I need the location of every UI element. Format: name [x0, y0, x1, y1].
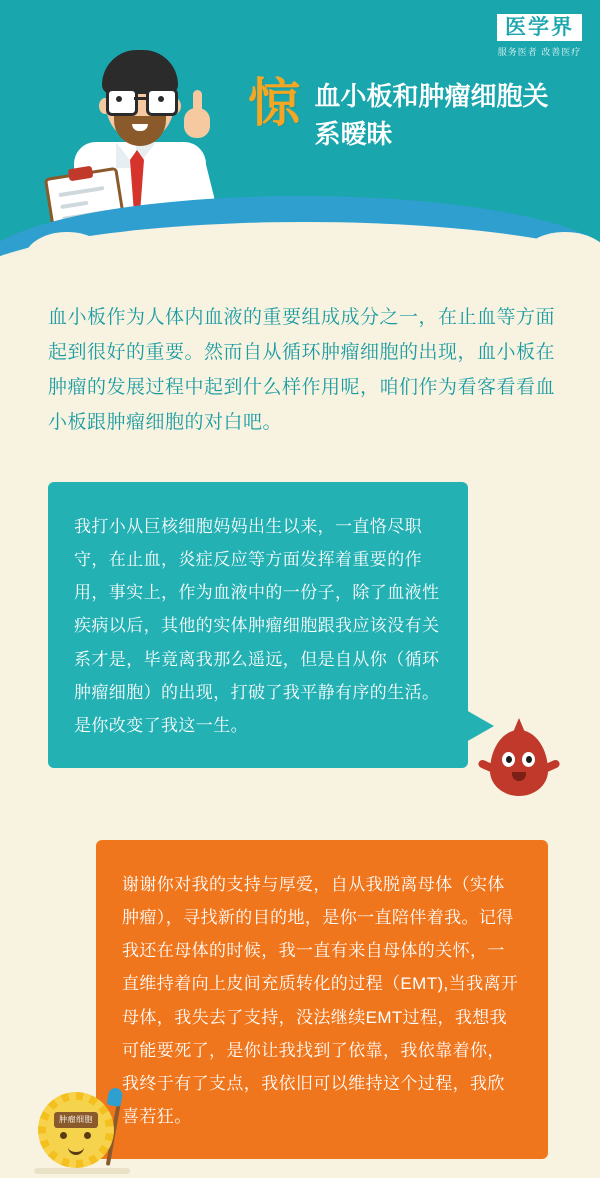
doctor-pointing-finger — [193, 90, 202, 114]
doctor-eye-right — [158, 96, 164, 102]
clipboard-clip — [68, 166, 94, 182]
intro-paragraph: 血小板作为人体内血液的重要组成成分之一，在止血等方面起到很好的重要。然而自从循环肿瘤细胞的出现，血小板在肿瘤的发展过程中起到什么样作用呢，咱们作为看客看看血小板跟肿瘤细胞的对白吧。 — [48, 307, 556, 434]
glasses-bridge — [134, 97, 148, 100]
glasses-lens-left — [106, 88, 138, 116]
speech-bubble-platelet — [48, 482, 468, 768]
blood-drop-pupil — [506, 756, 512, 763]
brand-logo: 医学界 — [497, 14, 582, 41]
doctor-eye-left — [116, 96, 122, 102]
speech-bubble-tumor — [96, 840, 548, 1159]
tumor-cell-badge: 肿瘤细胞 — [54, 1112, 98, 1128]
blood-drop-pupil — [526, 756, 532, 763]
tumor-cell-eye-right — [84, 1132, 91, 1139]
page-title: 血小板和肿瘤细胞关系暧昧 — [314, 81, 549, 149]
glasses-icon — [104, 88, 176, 110]
ground-line — [34, 1168, 130, 1174]
flag-top — [107, 1087, 124, 1107]
tumor-cell-icon — [34, 1088, 130, 1174]
cloud-shape — [440, 246, 518, 292]
wave-divider — [0, 196, 600, 306]
speech-bubble-platelet-text: 我打小从巨核细胞妈妈出生以来，一直恪尽职守，在止血，炎症反应等方面发挥着重要的作用，事实上，作为血液中的一份子，除了血液性疾病以后，其他的实体肿瘤细胞跟我应该没有关系才是，毕竟离我那么遥远，但是自从你（循环肿瘤细胞）的出现，打破了我平静有序的生活。是你改变了我这一生。 — [74, 517, 440, 735]
headline-block — [248, 75, 578, 153]
blood-drop-icon — [484, 718, 554, 804]
brand-tagline: 服务医者 改善医疗 — [497, 47, 582, 58]
cloud-shape — [520, 232, 600, 288]
cloud-shape — [330, 236, 426, 294]
tumor-cell-eye-left — [60, 1132, 67, 1139]
headline-shock-char: 惊 — [248, 75, 301, 133]
glasses-lens-right — [146, 88, 178, 116]
blood-drop-eye-right — [522, 752, 535, 767]
speech-bubble-tumor-text: 谢谢你对我的支持与厚爱，自从我脱离母体（实体肿瘤），寻找新的目的地，是你一直陪伴着我。记得我还在母体的时候，我一直有来自母体的关怀，一直维持着向上皮间充质转化的过程（EMT),当我离开母体，我失去了支持，没法继续EMT过程，我想我可能要死了，是你让我找到了依靠，我依靠着你，我终于有了支点，我依旧可以维持这个过程，我欣喜若狂。 — [122, 875, 519, 1126]
cloud-shape — [24, 232, 110, 288]
cloud-shape — [120, 240, 190, 288]
brand — [497, 14, 582, 58]
blood-drop-body — [490, 730, 548, 796]
blood-drop-eye-left — [502, 752, 515, 767]
